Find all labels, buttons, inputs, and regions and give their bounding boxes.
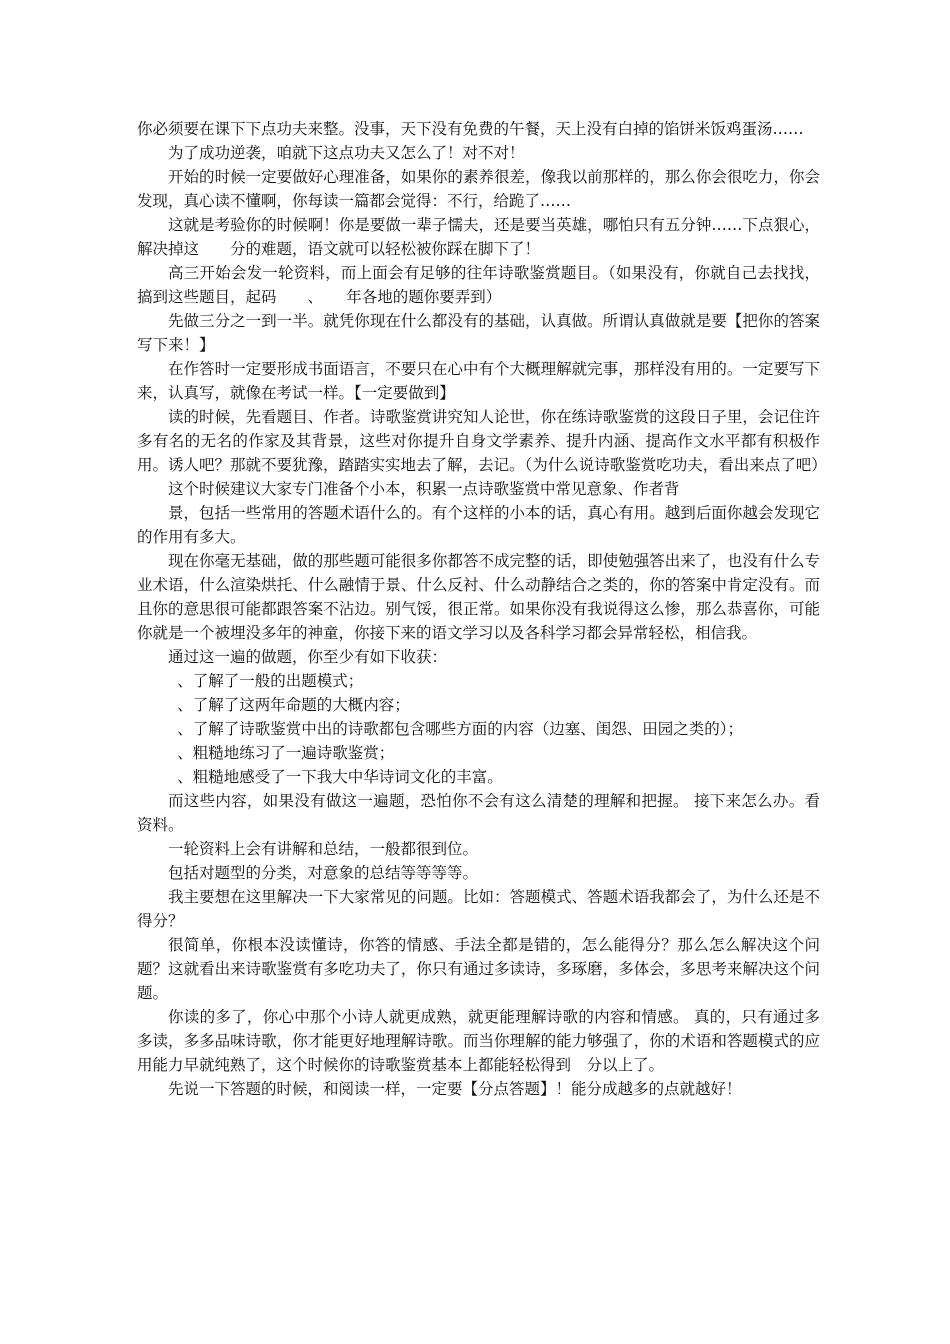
list-item: 、了解了诗歌鉴赏中出的诗歌都包含哪些方面的内容（边塞、闺怨、田园之类的）； xyxy=(177,720,744,738)
paragraph: 读的时候，先看题目、作者。诗歌鉴赏讲究知人论世，你在练诗歌鉴赏的这段日子里，会记住许多有名的无名的作家及其背景，这些对你提升自身文学素养、提升内涵、提高作文水平都有积极作用。诱人吧？那就不要犹豫，踏踏实实地去了解，去记。（为什么说诗歌鉴赏吃功夫，看出来点了吧） xyxy=(137,408,827,474)
paragraph: 我主要想在这里解决一下大家常见的问题。比如：答题模式、答题术语我都会了，为什么还是不得分？ xyxy=(137,888,820,930)
paragraph: 景，包括一些常用的答题术语什么的。有个这样的小本的话，真心有用。越到后面你越会发现它的作用有多大。 xyxy=(137,504,820,546)
paragraph: 包括对题型的分类，对意象的总结等等等等。 xyxy=(168,864,479,882)
paragraph: 你必须要在课下下点功夫来整。没事，天下没有免费的午餐，天上没有白掉的馅饼米饭鸡蛋汤…… xyxy=(137,120,804,138)
list-item: 、了解了这两年命题的大概内容； xyxy=(177,696,410,714)
paragraph: 一轮资料上会有讲解和总结，一般都很到位。 xyxy=(168,840,479,858)
paragraph: 为了成功逆袭，咱就下这点功夫又怎么了！对不对！ xyxy=(168,144,525,162)
paragraph: 在作答时一定要形成书面语言，不要只在心中有个大概理解就完事，那样没有用的。一定要写下来，认真写，就像在考试一样。【一定要做到】 xyxy=(137,360,820,402)
paragraph: 高三开始会发一轮资料，而上面会有足够的往年诗歌鉴赏题目。（如果没有，你就自己去找找，搞到这些题目，起码 、 年各地的题你要弄到） xyxy=(137,264,820,306)
paragraph: 现在你毫无基础，做的那些题可能很多你都答不成完整的话，即使勉强答出来了，也没有什么专业术语，什么渲染烘托、什么融情于景、什么反衬、什么动静结合之类的，你的答案中肯定没有。而且你的意思很可能都跟答案不沾边。别气馁，很正常。如果你没有我说得这么惨，那么恭喜你，可能你就是一个被埋没多年的神童，你接下来的语文学习以及各科学习都会异常轻松，相信我。 xyxy=(137,552,820,642)
paragraph: 先做三分之一到一半。就凭你现在什么都没有的基础，认真做。所谓认真做就是要【把你的答案写下来！】 xyxy=(137,312,820,354)
paragraph: 先说一下答题的时候，和阅读一样，一定要【分点答题】！能分成越多的点就越好！ xyxy=(168,1080,742,1098)
paragraph: 这就是考验你的时候啊！你是要做一辈子懦夫，还是要当英雄，哪怕只有五分钟……下点狠心，解决掉这 分的难题，语文就可以轻松被你踩在脚下了！ xyxy=(137,216,820,258)
paragraph: 通过这一遍的做题，你至少有如下收获： xyxy=(168,648,448,666)
gains-list xyxy=(137,669,820,789)
paragraph: 你读的多了，你心中那个小诗人就更成熟，就更能理解诗歌的内容和情感。 真的，只有通过多多读，多多品味诗歌，你才能更好地理解诗歌。而当你理解的能力够强了，你的术语和答题模式的应用能力早就纯熟了，这个时候你的诗歌鉴赏基本上都能轻松得到 分以上了。 xyxy=(137,1008,820,1074)
list-item: 、了解了一般的出题模式； xyxy=(177,672,364,690)
list-item: 、粗糙地感受了一下我大中华诗词文化的丰富。 xyxy=(177,768,503,786)
list-item: 、粗糙地练习了一遍诗歌鉴赏； xyxy=(177,744,395,762)
paragraph: 很简单，你根本没读懂诗，你答的情感、手法全都是错的，怎么能得分？那么怎么解决这个问题？这就看出来诗歌鉴赏有多吃功夫了，你只有通过多读诗，多琢磨，多体会，多思考来解决这个问题。 xyxy=(137,936,820,1002)
paragraph: 开始的时候一定要做好心理准备，如果你的素养很差，像我以前那样的，那么你会很吃力，你会发现，真心读不懂啊，你每读一篇都会觉得：不行，给跪了…… xyxy=(137,168,820,210)
paragraph: 而这些内容，如果没有做这一遍题，恐怕你不会有这么清楚的理解和把握。 接下来怎么办。看资料。 xyxy=(137,792,820,834)
paragraph: 这个时候建议大家专门准备个小本，积累一点诗歌鉴赏中常见意象、作者背 xyxy=(168,480,680,498)
